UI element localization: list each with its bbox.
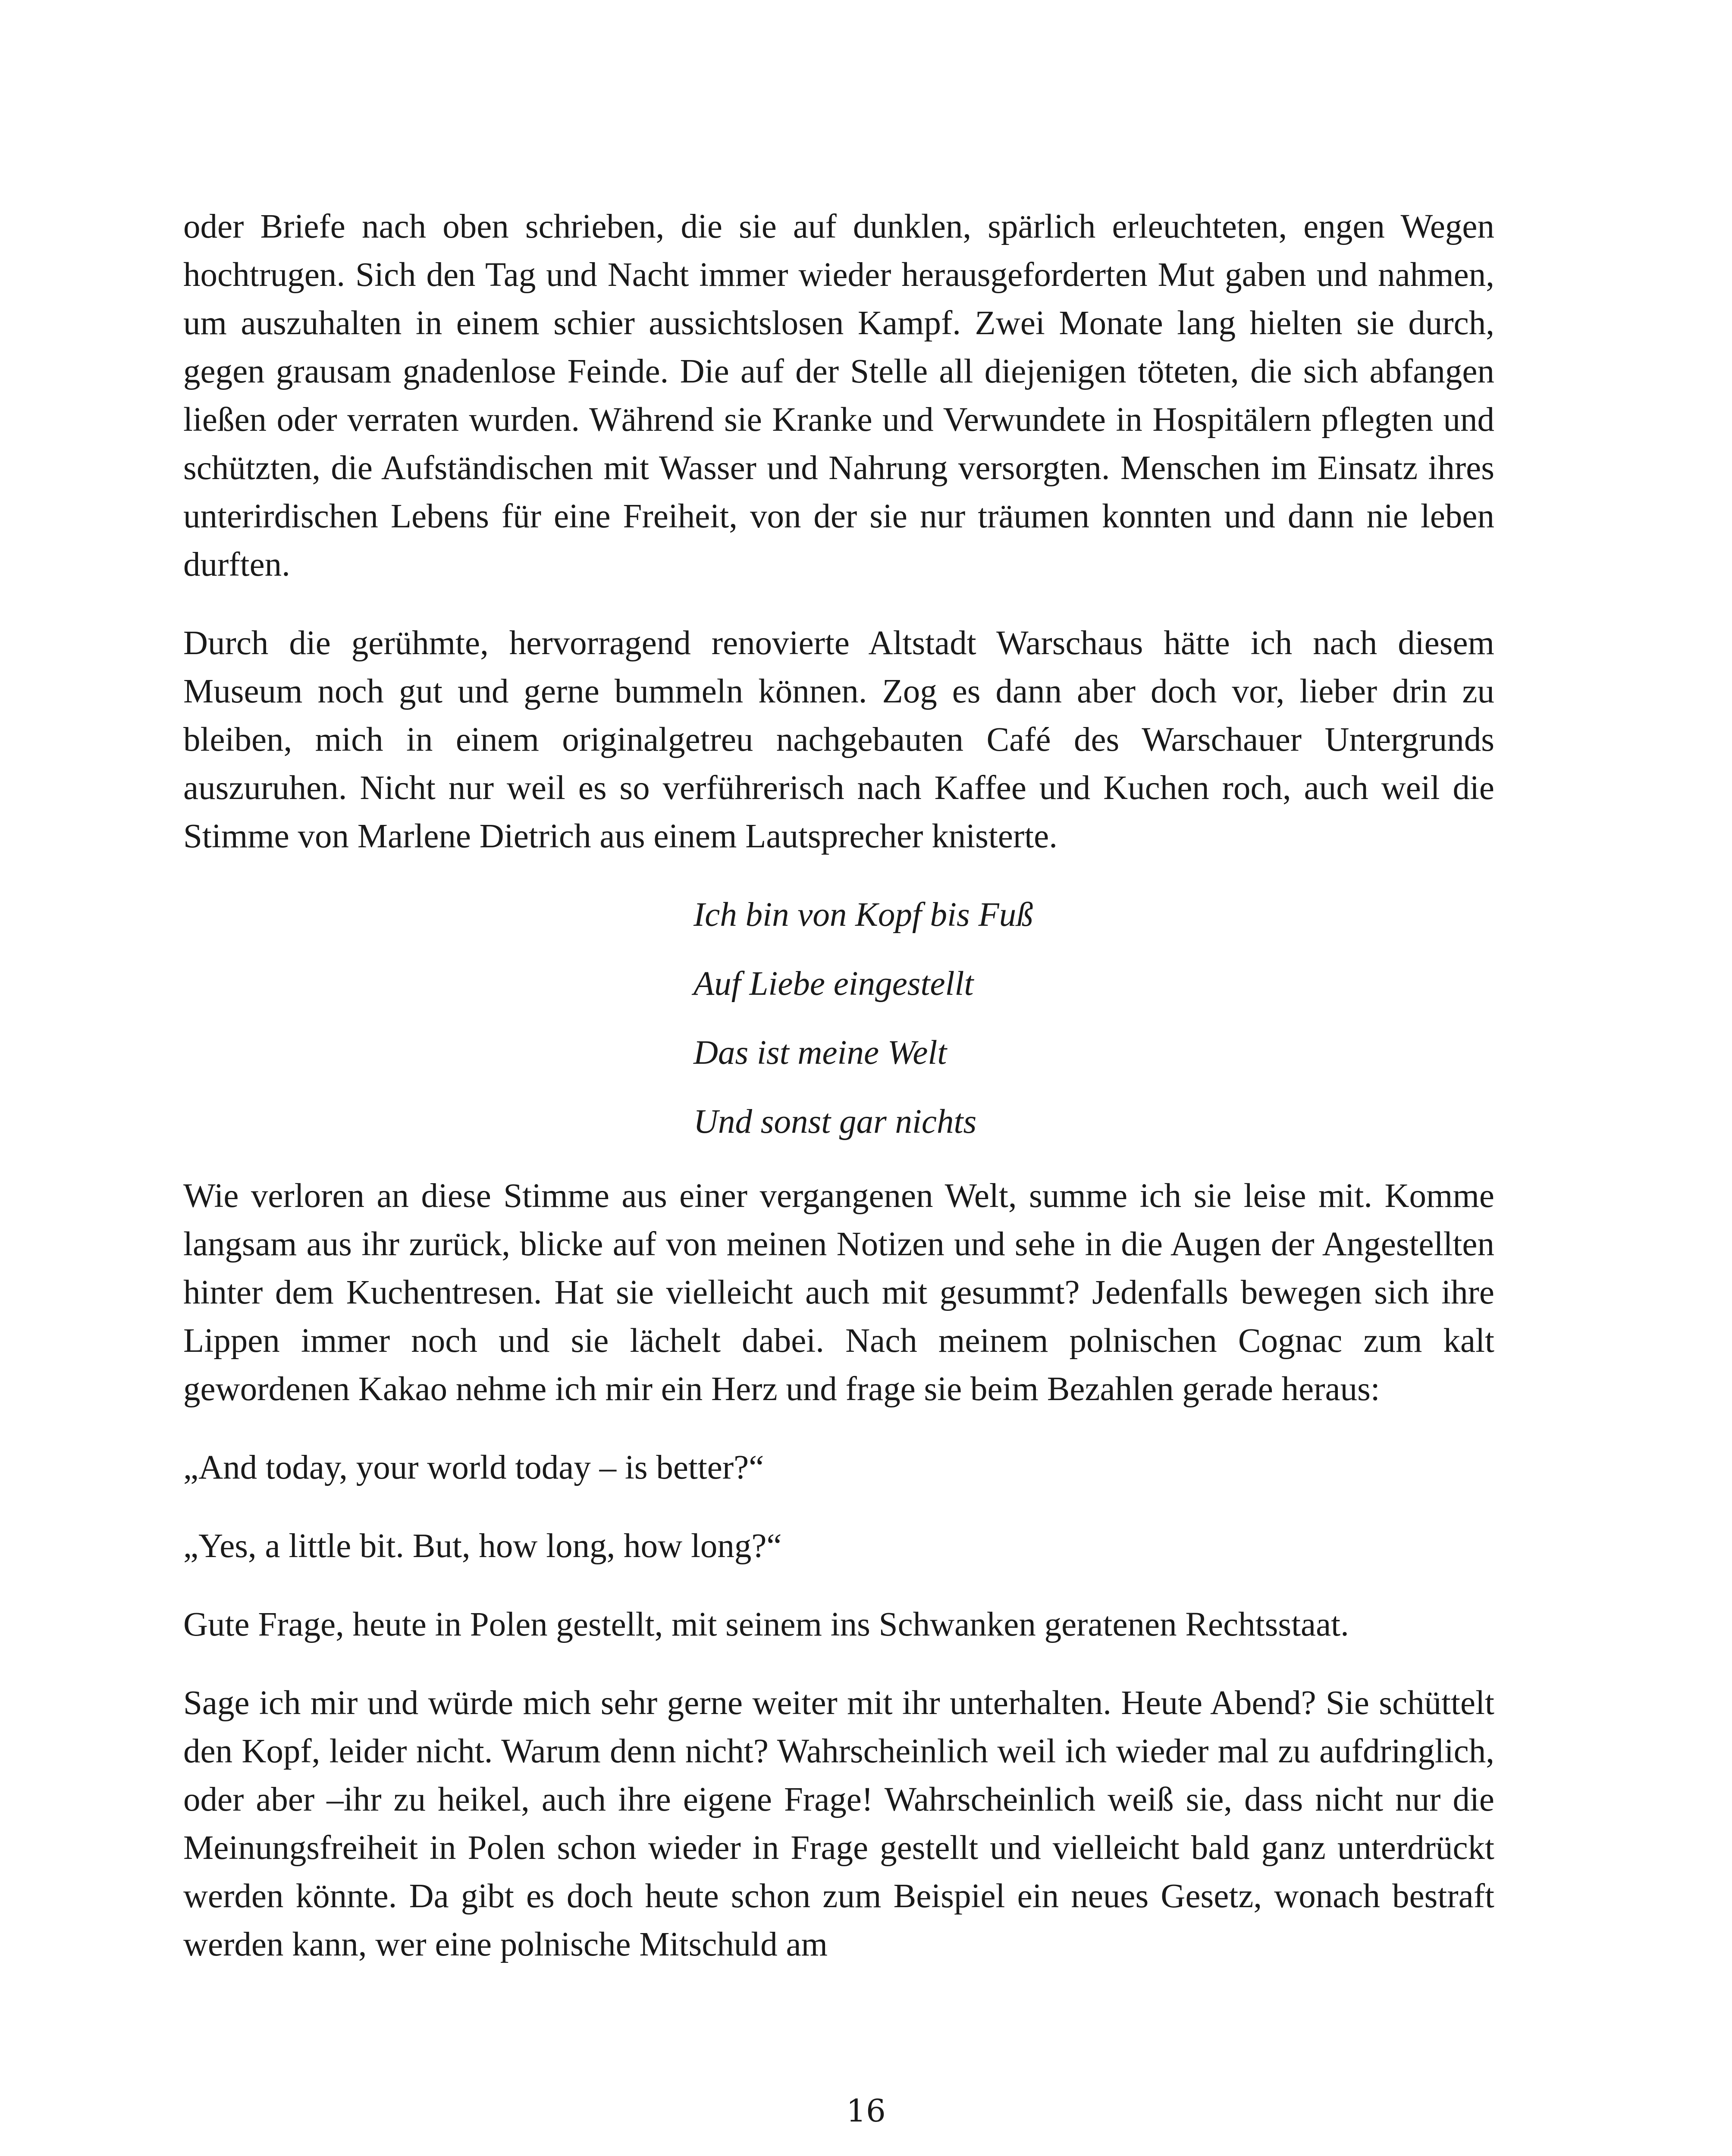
verse-line: Auf Liebe eingestellt [693, 965, 974, 1003]
verse-line: Das ist meine Welt [693, 1034, 947, 1072]
dialogue-line-comment: Gute Frage, heute in Polen gestellt, mit seinem ins Schwanken geratenen Rechtsstaat. [183, 1606, 1349, 1643]
body-text [183, 203, 1494, 1969]
paragraph-final: Sage ich mir und würde mich sehr gerne weiter mit ihr unterhalten. Heute Abend? Sie schüttelt den Kopf, leider nicht. Warum denn nicht? Wahrscheinlich weil ich wieder mal zu aufdringlich, oder aber –ihr zu heikel, auch ihre eigene Frage! Wahrscheinlich weiß sie, dass nicht nur die Meinungsfreiheit in Polen schon wieder in Frage gestellt und vielleicht bald ganz unterdrückt werden könnte. Da gibt es doch heute schon zum Beispiel ein neues Gesetz, wonach bestraft werden kann, wer eine polnische Mitschuld am [183, 1684, 1494, 1963]
dialogue-line-answer: „Yes, a little bit. But, how long, how long?“ [183, 1527, 782, 1565]
dialogue-line-question: „And today, your world today – is better?“ [183, 1449, 764, 1486]
paragraph-underground-couriers: oder Briefe nach oben schrieben, die sie auf dunklen, spärlich erleuchteten, engen Wegen hochtrugen. Sich den Tag und Nacht immer wieder herausgeforderten Mut gaben und nahmen, um auszuhalten in einem schier aussichtslosen Kampf. Zwei Monate lang hielten sie durch, gegen grausam gnadenlose Feinde. Die auf der Stelle all diejenigen töteten, die sich abfangen ließen oder verraten wurden. Während sie Kranke und Verwundete in Hospitälern pflegten und schützten, die Aufständischen mit Wasser und Nahrung versorgten. Menschen im Einsatz ihres unterirdischen Lebens für eine Freiheit, von der sie nur träumen konnten und dann nie leben durften. [183, 208, 1494, 583]
paragraph-old-town-cafe: Durch die gerühmte, hervorragend renovierte Altstadt Warschaus hätte ich nach diesem Museum noch gut und gerne bummeln können. Zog es dann aber doch vor, lieber drin zu bleiben, mich in einem originalgetreu nachgebauten Café des Warschauer Untergrunds auszuruhen. Nicht nur weil es so verführerisch nach Kaffee und Kuchen roch, auch weil die Stimme von Marlene Dietrich aus einem Lautsprecher knisterte. [183, 624, 1494, 855]
verse-line: Und sonst gar nichts [693, 1103, 977, 1141]
verse-line: Ich bin von Kopf bis Fuß [693, 896, 1033, 934]
song-verse [693, 891, 1494, 1146]
page-number: 16 [846, 2093, 886, 2129]
paragraph-humming-along: Wie verloren an diese Stimme aus einer vergangenen Welt, summe ich sie leise mit. Komme langsam aus ihr zurück, blicke auf von meinen Notizen und sehe in die Augen der Angestellten hinter dem Kuchentresen. Hat sie vielleicht auch mit gesummt? Jedenfalls bewegen sich ihre Lippen immer noch und sie lächelt dabei. Nach meinem polnischen Cognac zum kalt gewordenen Kakao nehme ich mir ein Herz und frage sie beim Bezahlen gerade heraus: [183, 1177, 1494, 1408]
